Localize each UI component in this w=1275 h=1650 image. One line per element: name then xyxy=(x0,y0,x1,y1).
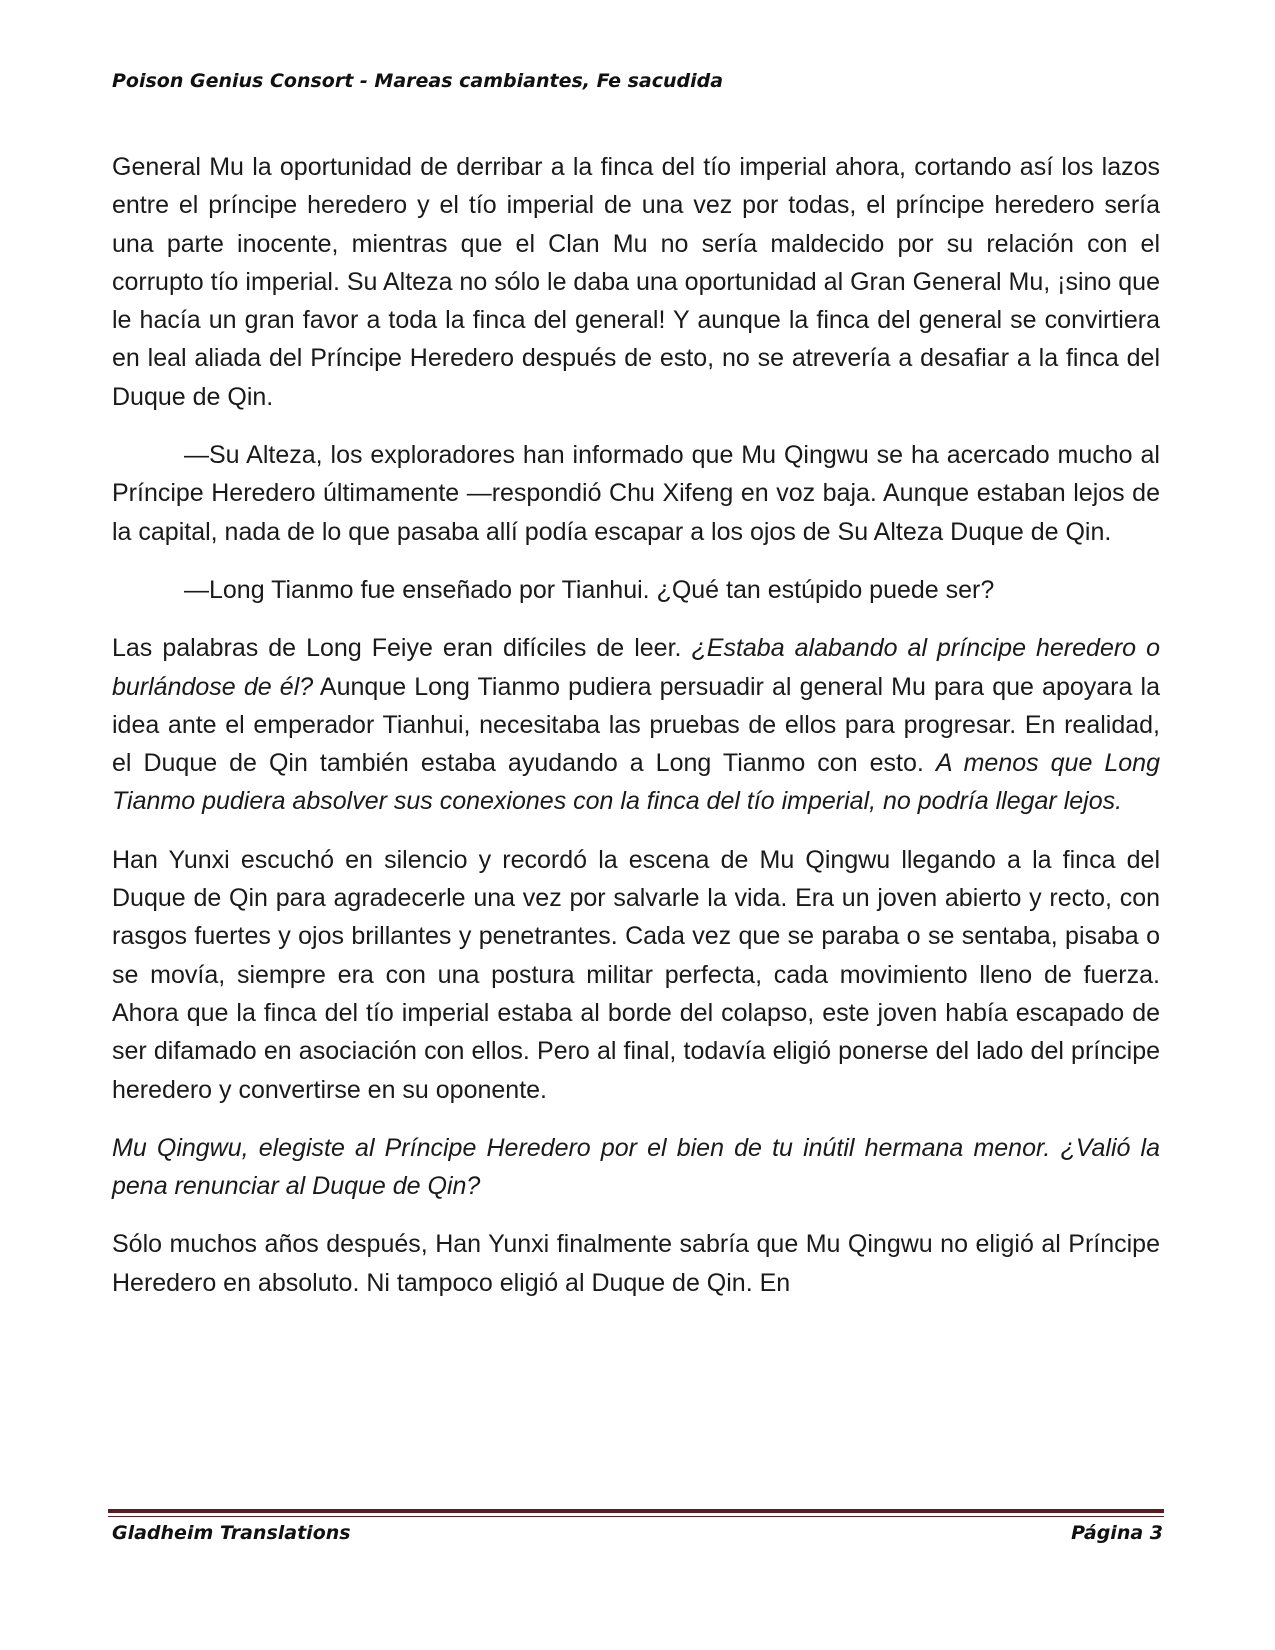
footer-rule-thick xyxy=(108,1509,1164,1513)
paragraph-4-italic-b: ¿Estaba alabando al príncipe heredero o burlándose de él? xyxy=(112,634,1161,701)
running-header: Poison Genius Consort - Mareas cambiantes, Fe sacudida xyxy=(112,70,724,92)
footer-rule-thin xyxy=(108,1516,1164,1517)
paragraph-7: Sólo muchos años después, Han Yunxi finalmente sabría que Mu Qingwu no eligió al Príncipe Heredero en absoluto. Ni tampoco eligió al Duque de Qin. En xyxy=(112,1230,1160,1297)
footer-page-number: Página 3 xyxy=(1071,1522,1163,1544)
footer-publisher: Gladheim Translations xyxy=(112,1522,351,1544)
paragraph-3: —Long Tianmo fue enseñado por Tianhui. ¿Qué tan estúpido puede ser? xyxy=(184,575,995,604)
paragraph-6-thought: Mu Qingwu, elegiste al Príncipe Heredero por el bien de tu inútil hermana menor. ¿Valió la pena renunciar al Duque de Qin? xyxy=(112,1133,1160,1201)
paragraph-4-italic-d: A menos que Long Tianmo pudiera absolver sus conexiones con la finca del tío imperial, no podría llegar lejos. xyxy=(112,749,1160,816)
page-body xyxy=(112,148,1160,1322)
paragraph-5: Han Yunxi escuchó en silencio y recordó la escena de Mu Qingwu llegando a la finca del Duque de Qin para agradecerle una vez por salvarle la vida. Era un joven abierto y recto, con rasgos fuertes y ojos brillantes y penetrantes. Cada vez que se paraba o se sentaba, pisaba o se movía, siempre era con una postura militar perfecta, cada movimiento lleno de fuerza. Ahora que la finca del tío imperial estaba al borde del colapso, este joven había escapado de ser difamado en asociación con ellos. Pero al final, todavía eligió ponerse del lado del príncipe heredero y convertirse en su oponente. xyxy=(112,845,1160,1104)
paragraph-4-text-c: Aunque Long Tianmo pudiera persuadir al general Mu para que apoyara la idea ante el emperador Tianhui, necesitaba las pruebas de ellos para progresar. En realidad, el Duque de Qin también estaba ayudando a Long Tianmo con esto. xyxy=(112,672,1160,778)
paragraph-1: General Mu la oportunidad de derribar a la finca del tío imperial ahora, cortando así los lazos entre el príncipe heredero y el tío imperial de una vez por todas, el príncipe heredero sería una parte inocente, mientras que el Clan Mu no sería maldecido por su relación con el corrupto tío imperial. Su Alteza no sólo le daba una oportunidad al Gran General Mu, ¡sino que le hacía un gran favor a toda la finca del general! Y aunque la finca del general se convirtiera en leal aliada del Príncipe Heredero después de esto, no se atrevería a desafiar a la finca del Duque de Qin. xyxy=(112,153,1160,411)
paragraph-4 xyxy=(112,629,1160,820)
paragraph-2: —Su Alteza, los exploradores han informado que Mu Qingwu se ha acercado mucho al Príncipe Heredero últimamente —respondió Chu Xifeng en voz baja. Aunque estaban lejos de la capital, nada de lo que pasaba allí podía escapar a los ojos de Su Alteza Duque de Qin. xyxy=(112,441,1160,546)
paragraph-4-text-a: Las palabras de Long Feiye eran difíciles de leer. xyxy=(112,634,692,663)
